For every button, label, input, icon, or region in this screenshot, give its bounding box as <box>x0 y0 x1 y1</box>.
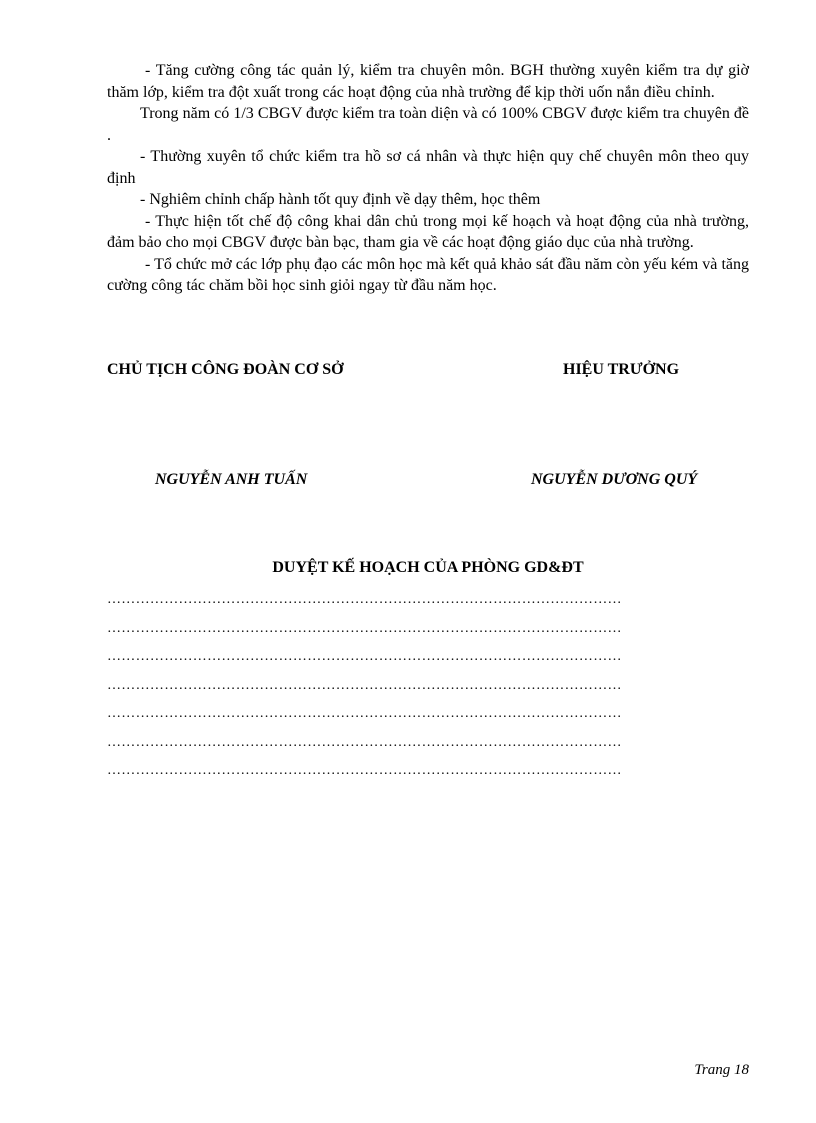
document-body <box>107 60 749 297</box>
signature-block <box>107 361 749 501</box>
union-chair-title: CHỦ TỊCH CÔNG ĐOÀN CƠ SỞ <box>107 361 344 378</box>
principal-name: NGUYỄN DƯƠNG QUÝ <box>531 471 698 488</box>
dotted-line: ……………………………………………………………………………………………… <box>107 592 622 607</box>
paragraph-extra-classes: - Nghiêm chỉnh chấp hành tốt quy định về dạy thêm, học thêm <box>140 191 541 208</box>
dotted-line: ……………………………………………………………………………………………… <box>107 649 622 664</box>
approval-dotted-lines <box>107 590 749 790</box>
union-chair-name: NGUYỄN ANH TUẤN <box>155 471 308 488</box>
paragraph-democracy: - Thực hiện tốt chế độ công khai dân chủ trong mọi kế hoạch và hoạt động của nhà trường, đảm bảo cho mọi CBGV được bàn bạc, tham gia về các hoạt động giáo dục của nhà trường. <box>107 212 749 251</box>
paragraph-inspection-ratio: Trong năm có 1/3 CBGV được kiểm tra toàn diện và có 100% CBGV được kiểm tra chuyên đề . <box>107 105 749 144</box>
dotted-line: ……………………………………………………………………………………………… <box>107 763 622 778</box>
principal-title: HIỆU TRƯỞNG <box>563 361 680 378</box>
page-number: Trang 18 <box>694 1062 749 1078</box>
paragraph-tutoring: - Tổ chức mở các lớp phụ đạo các môn học mà kết quả khảo sát đầu năm còn yếu kém và tăng cường công tác chăm bồi học sinh giỏi ngay từ đầu năm học. <box>107 255 749 294</box>
dotted-line: ……………………………………………………………………………………………… <box>107 706 622 721</box>
approval-heading: DUYỆT KẾ HOẠCH CỦA PHÒNG GD&ĐT <box>272 559 584 576</box>
paragraph-records-check: - Thường xuyên tổ chức kiểm tra hồ sơ cá nhân và thực hiện quy chế chuyên môn theo quy định <box>107 148 749 187</box>
dotted-line: ……………………………………………………………………………………………… <box>107 620 622 636</box>
dotted-line: ……………………………………………………………………………………………… <box>107 677 622 693</box>
paragraph-management: - Tăng cường công tác quản lý, kiểm tra chuyên môn. BGH thường xuyên kiểm tra dự giờ thăm lớp, kiểm tra đột xuất trong các hoạt động của nhà trường để kịp thời uốn nắn điều chỉnh. <box>107 62 749 101</box>
dotted-line: ……………………………………………………………………………………………… <box>107 734 622 750</box>
